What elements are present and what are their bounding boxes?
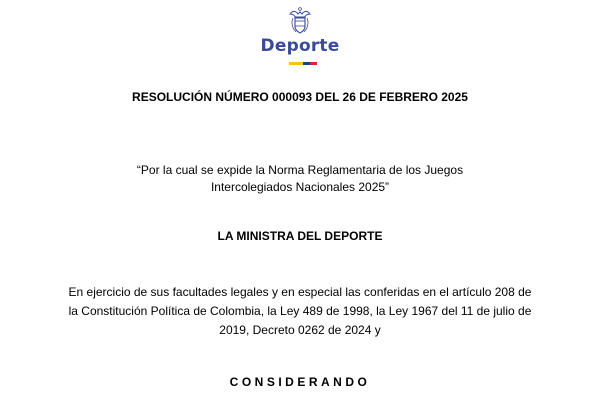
flag-blue-stripe (303, 62, 310, 65)
section-heading-considerando: CONSIDERANDO (229, 375, 371, 389)
preamble-line-3: 2019, Decreto 0262 de 2024 y (219, 323, 381, 337)
resolution-title: RESOLUCIÓN NÚMERO 000093 DEL 26 DE FEBRERO 2025 (132, 90, 468, 104)
flag-stripe (289, 62, 317, 65)
brand-wordmark: Deporte (260, 36, 340, 56)
subject-line-2: Intercolegiados Nacionales 2025” (210, 180, 390, 194)
flag-yellow-stripe (289, 62, 303, 65)
preamble-line-2: la Constitución Política de Colombia, la Ley 489 de 1998, la Ley 1967 del 11 de julio de (68, 304, 532, 318)
preamble-paragraph (50, 283, 550, 340)
resolution-subject (110, 162, 490, 196)
preamble-line-1: En ejercicio de sus facultades legales y en especial las conferidas en el artículo 208 de (68, 285, 532, 299)
subject-line-1: “Por la cual se expide la Norma Reglamentaria de los Juegos (136, 163, 464, 177)
authority-heading: LA MINISTRA DEL DEPORTE (217, 229, 383, 243)
flag-red-stripe (310, 62, 317, 65)
colombia-coat-of-arms-icon (288, 6, 312, 36)
